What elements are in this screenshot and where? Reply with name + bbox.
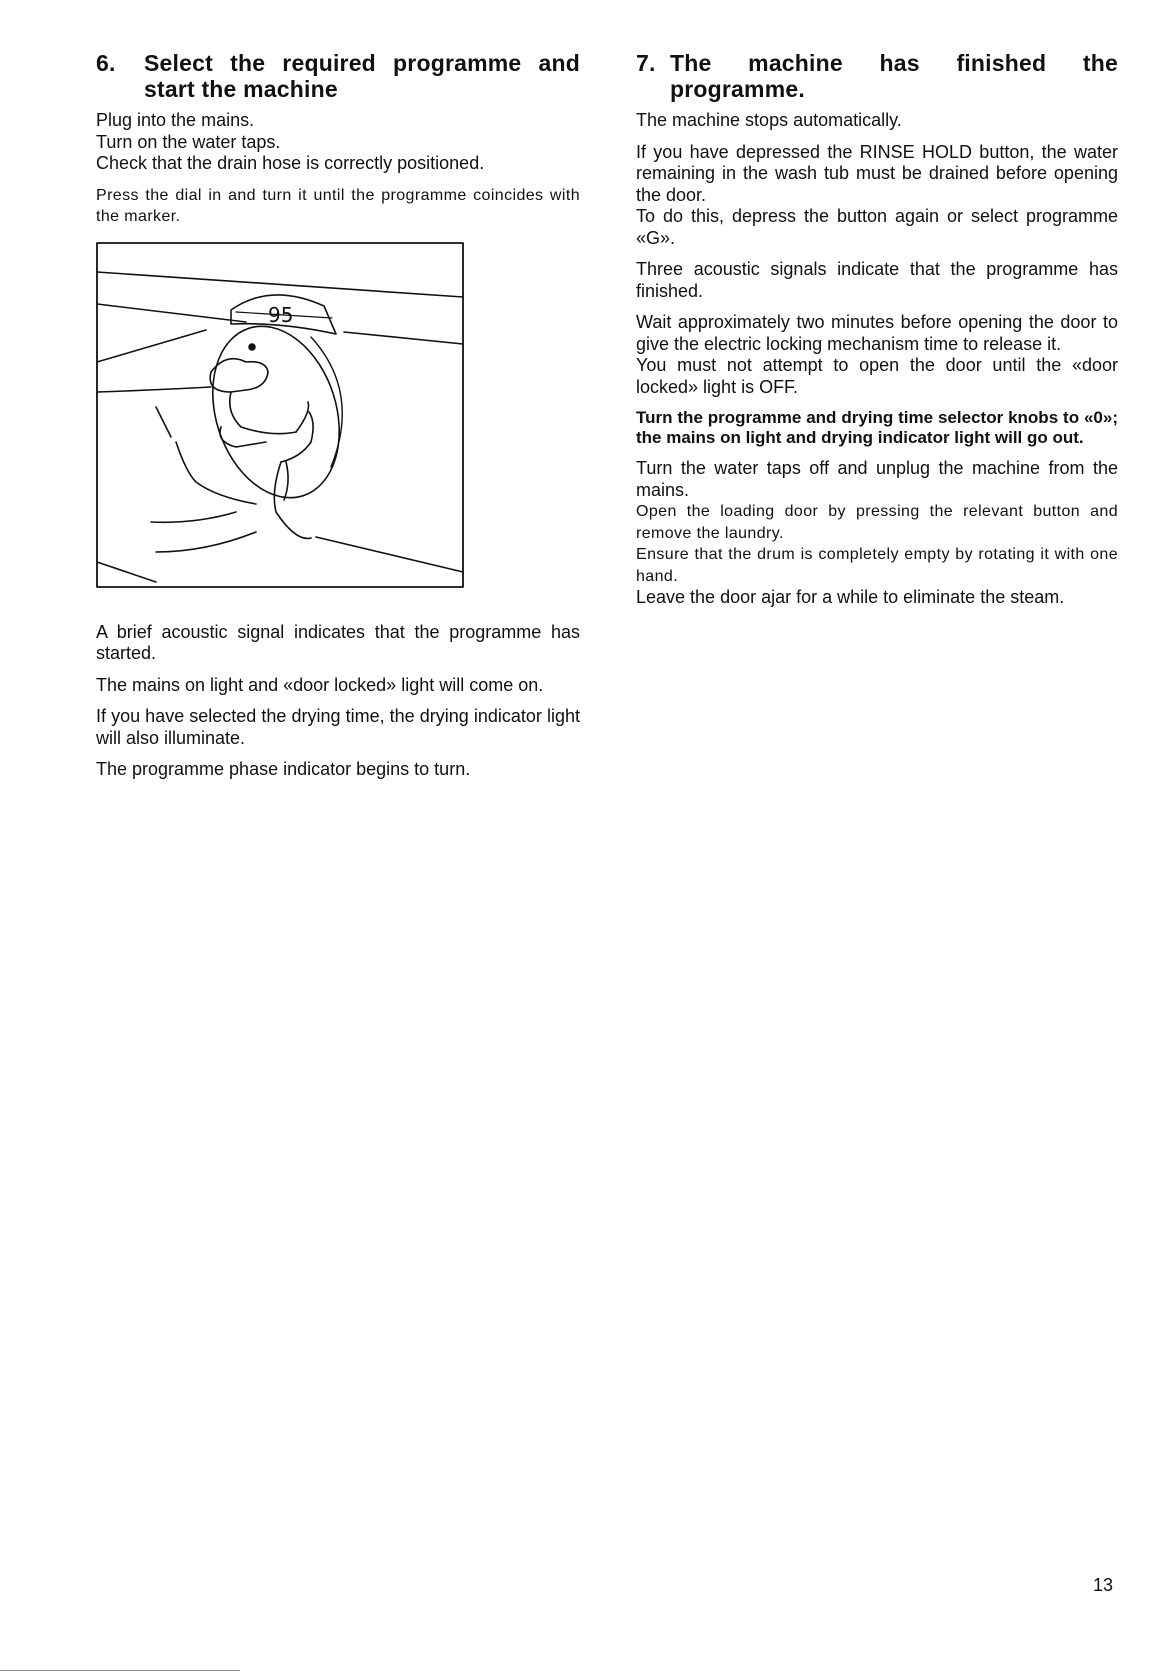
heading-number: 7. [636, 50, 656, 76]
panel-line [97, 272, 463, 297]
instruction-line: Turn on the water taps. [96, 131, 281, 152]
instruction-line: Check that the drain hose is correctly positioned. [96, 153, 485, 173]
rinse-hold-text: If you have depressed the RINSE HOLD button, the water remaining in the wash tub must be drained before opening the door. [636, 141, 1118, 205]
panel-line [344, 332, 463, 344]
section-heading [636, 50, 1118, 102]
heading-text: The machine has finished the programme. [670, 50, 1118, 102]
bold-note: Turn the programme and drying time selector knobs to «0»; the mains on light and drying indicator light will go out. [636, 408, 1118, 447]
wait-text: Wait approximately two minutes before opening the door to give the electric locking mechanism time to release it. [636, 312, 1118, 354]
heading-number: 6. [96, 50, 116, 76]
panel-line [316, 537, 463, 572]
heading-text: Select the required programme and start the machine [144, 50, 580, 102]
instruction-line: Plug into the mains. [96, 110, 255, 130]
signals-text: Three acoustic signals indicate that the programme has finished. [636, 259, 1118, 301]
final-step: Leave the door ajar for a while to eliminate the steam. [636, 587, 1065, 607]
dial-illustration [96, 242, 464, 588]
rinse-hold-text: To do this, depress the button again or select programme «G». [636, 206, 1118, 248]
section-finished-programme [636, 50, 1118, 619]
knob-marker [249, 344, 255, 350]
wait-text: You must not attempt to open the door until the «door locked» light is OFF. [636, 355, 1118, 397]
phase-indicator-text: The programme phase indicator begins to turn. [96, 759, 471, 779]
scan-edge-line [0, 1670, 240, 1671]
section-heading [96, 50, 580, 102]
drying-indicator-text: If you have selected the drying time, the drying indicator light will also illuminate. [96, 706, 580, 748]
acoustic-signal-text: A brief acoustic signal indicates that the programme has started. [96, 621, 580, 663]
panel-line [97, 562, 156, 582]
page-number: 13 [1093, 1575, 1114, 1595]
stops-text: The machine stops automatically. [636, 110, 902, 130]
panel-line [97, 304, 246, 322]
final-step: Turn the water taps off and unplug the machine from the mains. [636, 458, 1118, 500]
hand-line [97, 387, 211, 392]
final-step: Ensure that the drum is completely empty by rotating it with one hand. [636, 546, 1118, 585]
press-dial-instruction: Press the dial in and turn it until the programme coincides with the marker. [96, 186, 580, 225]
final-step: Open the loading door by pressing the relevant button and remove the laundry. [636, 503, 1118, 542]
lights-on-text: The mains on light and «door locked» light will come on. [96, 674, 544, 695]
section-select-programme [96, 50, 580, 791]
dial-number-label: 95 [268, 302, 294, 327]
thumb [210, 358, 268, 391]
panel-line [97, 330, 206, 362]
